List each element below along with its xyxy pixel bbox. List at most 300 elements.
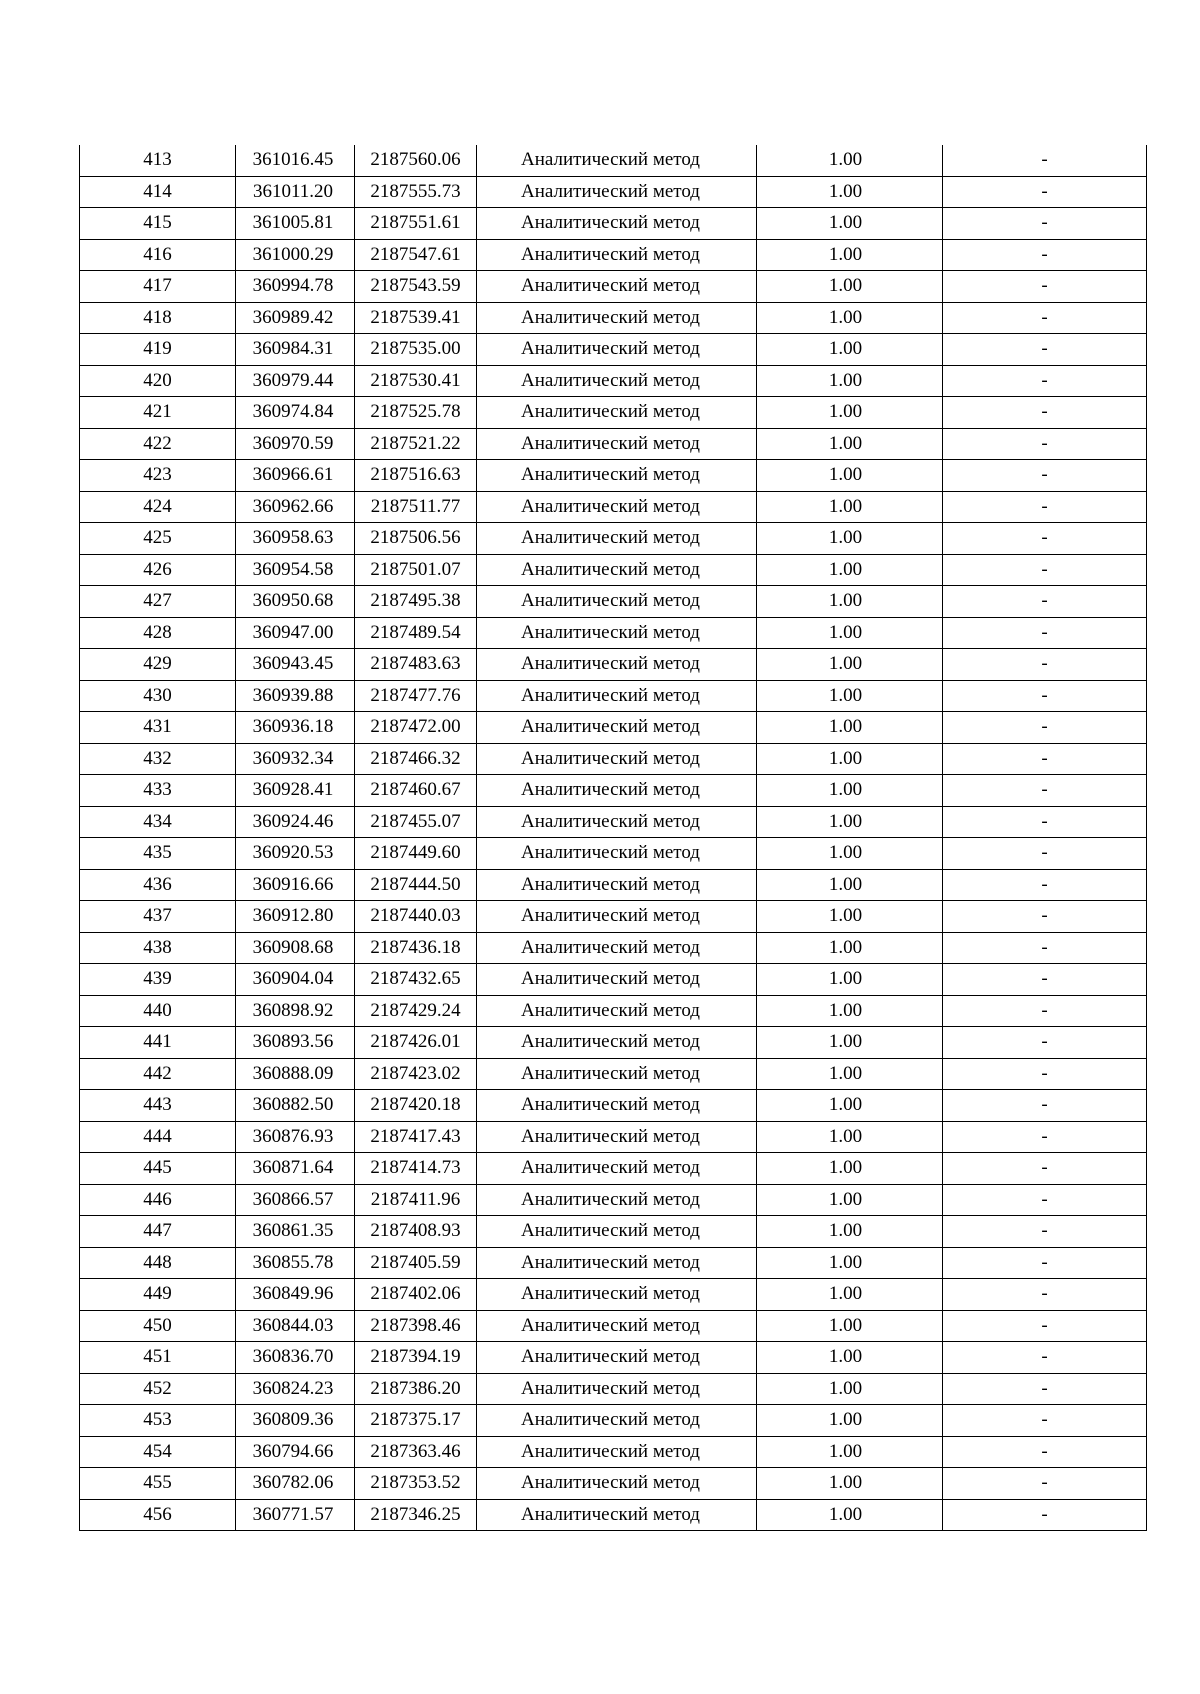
- accuracy-cell: 1.00: [757, 743, 943, 775]
- method-cell: Аналитический метод: [477, 838, 757, 870]
- x-coordinate-cell: 360912.80: [236, 901, 355, 933]
- y-coordinate-cell: 2187460.67: [355, 775, 477, 807]
- accuracy-cell: 1.00: [757, 649, 943, 681]
- accuracy-cell: 1.00: [757, 491, 943, 523]
- description-cell: -: [943, 554, 1147, 586]
- point-number-cell: 416: [80, 239, 236, 271]
- method-cell: Аналитический метод: [477, 1090, 757, 1122]
- x-coordinate-cell: 361016.45: [236, 145, 355, 176]
- accuracy-cell: 1.00: [757, 1216, 943, 1248]
- table-row: [80, 460, 1147, 492]
- accuracy-cell: 1.00: [757, 460, 943, 492]
- point-number-cell: 413: [80, 145, 236, 176]
- method-cell: Аналитический метод: [477, 1058, 757, 1090]
- accuracy-cell: 1.00: [757, 806, 943, 838]
- table-row: [80, 901, 1147, 933]
- x-coordinate-cell: 360876.93: [236, 1121, 355, 1153]
- accuracy-cell: 1.00: [757, 1058, 943, 1090]
- x-coordinate-cell: 360924.46: [236, 806, 355, 838]
- y-coordinate-cell: 2187539.41: [355, 302, 477, 334]
- method-cell: Аналитический метод: [477, 1153, 757, 1185]
- y-coordinate-cell: 2187426.01: [355, 1027, 477, 1059]
- y-coordinate-cell: 2187432.65: [355, 964, 477, 996]
- accuracy-cell: 1.00: [757, 1153, 943, 1185]
- method-cell: Аналитический метод: [477, 428, 757, 460]
- y-coordinate-cell: 2187402.06: [355, 1279, 477, 1311]
- table-row: [80, 302, 1147, 334]
- description-cell: -: [943, 145, 1147, 176]
- method-cell: Аналитический метод: [477, 680, 757, 712]
- method-cell: Аналитический метод: [477, 1405, 757, 1437]
- table-row: [80, 523, 1147, 555]
- y-coordinate-cell: 2187449.60: [355, 838, 477, 870]
- description-cell: -: [943, 1090, 1147, 1122]
- description-cell: -: [943, 712, 1147, 744]
- y-coordinate-cell: 2187411.96: [355, 1184, 477, 1216]
- x-coordinate-cell: 360947.00: [236, 617, 355, 649]
- y-coordinate-cell: 2187398.46: [355, 1310, 477, 1342]
- method-cell: Аналитический метод: [477, 334, 757, 366]
- x-coordinate-cell: 360849.96: [236, 1279, 355, 1311]
- accuracy-cell: 1.00: [757, 964, 943, 996]
- x-coordinate-cell: 360908.68: [236, 932, 355, 964]
- y-coordinate-cell: 2187525.78: [355, 397, 477, 429]
- description-cell: -: [943, 680, 1147, 712]
- point-number-cell: 414: [80, 176, 236, 208]
- point-number-cell: 424: [80, 491, 236, 523]
- point-number-cell: 453: [80, 1405, 236, 1437]
- y-coordinate-cell: 2187506.56: [355, 523, 477, 555]
- x-coordinate-cell: 360782.06: [236, 1468, 355, 1500]
- accuracy-cell: 1.00: [757, 1184, 943, 1216]
- accuracy-cell: 1.00: [757, 302, 943, 334]
- y-coordinate-cell: 2187516.63: [355, 460, 477, 492]
- table-row: [80, 680, 1147, 712]
- description-cell: -: [943, 964, 1147, 996]
- y-coordinate-cell: 2187394.19: [355, 1342, 477, 1374]
- x-coordinate-cell: 360888.09: [236, 1058, 355, 1090]
- table-row: [80, 586, 1147, 618]
- description-cell: -: [943, 365, 1147, 397]
- method-cell: Аналитический метод: [477, 775, 757, 807]
- point-number-cell: 420: [80, 365, 236, 397]
- point-number-cell: 455: [80, 1468, 236, 1500]
- x-coordinate-cell: 360904.04: [236, 964, 355, 996]
- x-coordinate-cell: 360939.88: [236, 680, 355, 712]
- y-coordinate-cell: 2187386.20: [355, 1373, 477, 1405]
- point-number-cell: 433: [80, 775, 236, 807]
- x-coordinate-cell: 360794.66: [236, 1436, 355, 1468]
- point-number-cell: 448: [80, 1247, 236, 1279]
- x-coordinate-cell: 360855.78: [236, 1247, 355, 1279]
- description-cell: -: [943, 932, 1147, 964]
- point-number-cell: 418: [80, 302, 236, 334]
- x-coordinate-cell: 360958.63: [236, 523, 355, 555]
- y-coordinate-cell: 2187547.61: [355, 239, 477, 271]
- x-coordinate-cell: 360994.78: [236, 271, 355, 303]
- accuracy-cell: 1.00: [757, 1090, 943, 1122]
- table-row: [80, 1247, 1147, 1279]
- y-coordinate-cell: 2187530.41: [355, 365, 477, 397]
- method-cell: Аналитический метод: [477, 901, 757, 933]
- description-cell: -: [943, 1436, 1147, 1468]
- x-coordinate-cell: 360954.58: [236, 554, 355, 586]
- accuracy-cell: 1.00: [757, 1405, 943, 1437]
- table-row: [80, 838, 1147, 870]
- accuracy-cell: 1.00: [757, 680, 943, 712]
- accuracy-cell: 1.00: [757, 334, 943, 366]
- y-coordinate-cell: 2187483.63: [355, 649, 477, 681]
- x-coordinate-cell: 360962.66: [236, 491, 355, 523]
- x-coordinate-cell: 360936.18: [236, 712, 355, 744]
- description-cell: -: [943, 995, 1147, 1027]
- table-row: [80, 617, 1147, 649]
- y-coordinate-cell: 2187363.46: [355, 1436, 477, 1468]
- y-coordinate-cell: 2187455.07: [355, 806, 477, 838]
- description-cell: -: [943, 901, 1147, 933]
- accuracy-cell: 1.00: [757, 1468, 943, 1500]
- accuracy-cell: 1.00: [757, 1436, 943, 1468]
- accuracy-cell: 1.00: [757, 145, 943, 176]
- method-cell: Аналитический метод: [477, 208, 757, 240]
- description-cell: -: [943, 838, 1147, 870]
- x-coordinate-cell: 360893.56: [236, 1027, 355, 1059]
- point-number-cell: 431: [80, 712, 236, 744]
- table-row: [80, 932, 1147, 964]
- point-number-cell: 442: [80, 1058, 236, 1090]
- x-coordinate-cell: 360928.41: [236, 775, 355, 807]
- x-coordinate-cell: 360979.44: [236, 365, 355, 397]
- description-cell: -: [943, 869, 1147, 901]
- method-cell: Аналитический метод: [477, 523, 757, 555]
- y-coordinate-cell: 2187436.18: [355, 932, 477, 964]
- y-coordinate-cell: 2187414.73: [355, 1153, 477, 1185]
- y-coordinate-cell: 2187495.38: [355, 586, 477, 618]
- x-coordinate-cell: 361000.29: [236, 239, 355, 271]
- accuracy-cell: 1.00: [757, 397, 943, 429]
- method-cell: Аналитический метод: [477, 145, 757, 176]
- description-cell: -: [943, 1121, 1147, 1153]
- accuracy-cell: 1.00: [757, 586, 943, 618]
- point-number-cell: 451: [80, 1342, 236, 1374]
- y-coordinate-cell: 2187423.02: [355, 1058, 477, 1090]
- description-cell: -: [943, 1216, 1147, 1248]
- method-cell: Аналитический метод: [477, 1499, 757, 1531]
- point-number-cell: 421: [80, 397, 236, 429]
- accuracy-cell: 1.00: [757, 1121, 943, 1153]
- point-number-cell: 428: [80, 617, 236, 649]
- x-coordinate-cell: 360920.53: [236, 838, 355, 870]
- x-coordinate-cell: 360882.50: [236, 1090, 355, 1122]
- accuracy-cell: 1.00: [757, 554, 943, 586]
- table-row: [80, 649, 1147, 681]
- accuracy-cell: 1.00: [757, 775, 943, 807]
- table-row: [80, 806, 1147, 838]
- x-coordinate-cell: 360866.57: [236, 1184, 355, 1216]
- table-row: [80, 1405, 1147, 1437]
- method-cell: Аналитический метод: [477, 964, 757, 996]
- description-cell: -: [943, 1342, 1147, 1374]
- table-row: [80, 239, 1147, 271]
- description-cell: -: [943, 428, 1147, 460]
- description-cell: -: [943, 239, 1147, 271]
- description-cell: -: [943, 586, 1147, 618]
- accuracy-cell: 1.00: [757, 1279, 943, 1311]
- accuracy-cell: 1.00: [757, 1027, 943, 1059]
- point-number-cell: 447: [80, 1216, 236, 1248]
- table-row: [80, 145, 1147, 176]
- point-number-cell: 429: [80, 649, 236, 681]
- accuracy-cell: 1.00: [757, 208, 943, 240]
- description-cell: -: [943, 806, 1147, 838]
- point-number-cell: 440: [80, 995, 236, 1027]
- method-cell: Аналитический метод: [477, 1027, 757, 1059]
- table-row: [80, 1090, 1147, 1122]
- y-coordinate-cell: 2187551.61: [355, 208, 477, 240]
- x-coordinate-cell: 361011.20: [236, 176, 355, 208]
- table-row: [80, 554, 1147, 586]
- table-row: [80, 1342, 1147, 1374]
- method-cell: Аналитический метод: [477, 1468, 757, 1500]
- description-cell: -: [943, 176, 1147, 208]
- table-row: [80, 775, 1147, 807]
- table-row: [80, 428, 1147, 460]
- description-cell: -: [943, 1058, 1147, 1090]
- point-number-cell: 445: [80, 1153, 236, 1185]
- table-row: [80, 1499, 1147, 1531]
- coordinates-table-body: [80, 145, 1147, 1531]
- y-coordinate-cell: 2187405.59: [355, 1247, 477, 1279]
- method-cell: Аналитический метод: [477, 1342, 757, 1374]
- table-row: [80, 1373, 1147, 1405]
- y-coordinate-cell: 2187560.06: [355, 145, 477, 176]
- description-cell: -: [943, 208, 1147, 240]
- point-number-cell: 426: [80, 554, 236, 586]
- y-coordinate-cell: 2187535.00: [355, 334, 477, 366]
- accuracy-cell: 1.00: [757, 428, 943, 460]
- table-row: [80, 176, 1147, 208]
- coordinates-table-container: [79, 145, 1146, 1531]
- method-cell: Аналитический метод: [477, 176, 757, 208]
- y-coordinate-cell: 2187521.22: [355, 428, 477, 460]
- method-cell: Аналитический метод: [477, 806, 757, 838]
- method-cell: Аналитический метод: [477, 460, 757, 492]
- description-cell: -: [943, 460, 1147, 492]
- description-cell: -: [943, 743, 1147, 775]
- description-cell: -: [943, 1027, 1147, 1059]
- accuracy-cell: 1.00: [757, 901, 943, 933]
- description-cell: -: [943, 491, 1147, 523]
- table-row: [80, 397, 1147, 429]
- y-coordinate-cell: 2187408.93: [355, 1216, 477, 1248]
- point-number-cell: 449: [80, 1279, 236, 1311]
- accuracy-cell: 1.00: [757, 271, 943, 303]
- x-coordinate-cell: 360916.66: [236, 869, 355, 901]
- table-row: [80, 1310, 1147, 1342]
- y-coordinate-cell: 2187472.00: [355, 712, 477, 744]
- point-number-cell: 454: [80, 1436, 236, 1468]
- point-number-cell: 456: [80, 1499, 236, 1531]
- method-cell: Аналитический метод: [477, 1310, 757, 1342]
- x-coordinate-cell: 360970.59: [236, 428, 355, 460]
- table-row: [80, 1216, 1147, 1248]
- description-cell: -: [943, 334, 1147, 366]
- y-coordinate-cell: 2187440.03: [355, 901, 477, 933]
- y-coordinate-cell: 2187346.25: [355, 1499, 477, 1531]
- method-cell: Аналитический метод: [477, 365, 757, 397]
- y-coordinate-cell: 2187420.18: [355, 1090, 477, 1122]
- table-row: [80, 1027, 1147, 1059]
- point-number-cell: 432: [80, 743, 236, 775]
- accuracy-cell: 1.00: [757, 995, 943, 1027]
- description-cell: -: [943, 302, 1147, 334]
- table-row: [80, 1436, 1147, 1468]
- x-coordinate-cell: 360984.31: [236, 334, 355, 366]
- point-number-cell: 437: [80, 901, 236, 933]
- point-number-cell: 444: [80, 1121, 236, 1153]
- x-coordinate-cell: 360943.45: [236, 649, 355, 681]
- point-number-cell: 417: [80, 271, 236, 303]
- method-cell: Аналитический метод: [477, 1216, 757, 1248]
- accuracy-cell: 1.00: [757, 932, 943, 964]
- method-cell: Аналитический метод: [477, 1247, 757, 1279]
- description-cell: -: [943, 1499, 1147, 1531]
- table-row: [80, 1184, 1147, 1216]
- description-cell: -: [943, 271, 1147, 303]
- point-number-cell: 415: [80, 208, 236, 240]
- accuracy-cell: 1.00: [757, 176, 943, 208]
- description-cell: -: [943, 1279, 1147, 1311]
- method-cell: Аналитический метод: [477, 995, 757, 1027]
- table-row: [80, 995, 1147, 1027]
- method-cell: Аналитический метод: [477, 649, 757, 681]
- method-cell: Аналитический метод: [477, 239, 757, 271]
- x-coordinate-cell: 360809.36: [236, 1405, 355, 1437]
- point-number-cell: 439: [80, 964, 236, 996]
- accuracy-cell: 1.00: [757, 838, 943, 870]
- y-coordinate-cell: 2187444.50: [355, 869, 477, 901]
- y-coordinate-cell: 2187477.76: [355, 680, 477, 712]
- method-cell: Аналитический метод: [477, 1436, 757, 1468]
- x-coordinate-cell: 360871.64: [236, 1153, 355, 1185]
- table-row: [80, 334, 1147, 366]
- method-cell: Аналитический метод: [477, 271, 757, 303]
- x-coordinate-cell: 360824.23: [236, 1373, 355, 1405]
- table-row: [80, 1121, 1147, 1153]
- accuracy-cell: 1.00: [757, 239, 943, 271]
- y-coordinate-cell: 2187555.73: [355, 176, 477, 208]
- y-coordinate-cell: 2187489.54: [355, 617, 477, 649]
- method-cell: Аналитический метод: [477, 869, 757, 901]
- method-cell: Аналитический метод: [477, 554, 757, 586]
- y-coordinate-cell: 2187417.43: [355, 1121, 477, 1153]
- method-cell: Аналитический метод: [477, 397, 757, 429]
- table-row: [80, 743, 1147, 775]
- method-cell: Аналитический метод: [477, 302, 757, 334]
- table-row: [80, 1468, 1147, 1500]
- method-cell: Аналитический метод: [477, 1184, 757, 1216]
- method-cell: Аналитический метод: [477, 586, 757, 618]
- table-row: [80, 869, 1147, 901]
- x-coordinate-cell: 360861.35: [236, 1216, 355, 1248]
- table-row: [80, 365, 1147, 397]
- method-cell: Аналитический метод: [477, 743, 757, 775]
- x-coordinate-cell: 360974.84: [236, 397, 355, 429]
- table-row: [80, 712, 1147, 744]
- x-coordinate-cell: 360932.34: [236, 743, 355, 775]
- y-coordinate-cell: 2187375.17: [355, 1405, 477, 1437]
- point-number-cell: 425: [80, 523, 236, 555]
- accuracy-cell: 1.00: [757, 869, 943, 901]
- accuracy-cell: 1.00: [757, 365, 943, 397]
- x-coordinate-cell: 360771.57: [236, 1499, 355, 1531]
- description-cell: -: [943, 1468, 1147, 1500]
- description-cell: -: [943, 1373, 1147, 1405]
- description-cell: -: [943, 397, 1147, 429]
- accuracy-cell: 1.00: [757, 712, 943, 744]
- point-number-cell: 422: [80, 428, 236, 460]
- description-cell: -: [943, 649, 1147, 681]
- description-cell: -: [943, 1310, 1147, 1342]
- point-number-cell: 427: [80, 586, 236, 618]
- x-coordinate-cell: 360844.03: [236, 1310, 355, 1342]
- table-row: [80, 1153, 1147, 1185]
- x-coordinate-cell: 360836.70: [236, 1342, 355, 1374]
- accuracy-cell: 1.00: [757, 523, 943, 555]
- y-coordinate-cell: 2187511.77: [355, 491, 477, 523]
- x-coordinate-cell: 360950.68: [236, 586, 355, 618]
- x-coordinate-cell: 360898.92: [236, 995, 355, 1027]
- point-number-cell: 419: [80, 334, 236, 366]
- accuracy-cell: 1.00: [757, 1247, 943, 1279]
- table-row: [80, 208, 1147, 240]
- method-cell: Аналитический метод: [477, 1279, 757, 1311]
- description-cell: -: [943, 1184, 1147, 1216]
- point-number-cell: 430: [80, 680, 236, 712]
- accuracy-cell: 1.00: [757, 1310, 943, 1342]
- point-number-cell: 441: [80, 1027, 236, 1059]
- description-cell: -: [943, 1247, 1147, 1279]
- table-row: [80, 964, 1147, 996]
- point-number-cell: 434: [80, 806, 236, 838]
- x-coordinate-cell: 360966.61: [236, 460, 355, 492]
- accuracy-cell: 1.00: [757, 1342, 943, 1374]
- method-cell: Аналитический метод: [477, 712, 757, 744]
- point-number-cell: 452: [80, 1373, 236, 1405]
- y-coordinate-cell: 2187501.07: [355, 554, 477, 586]
- point-number-cell: 438: [80, 932, 236, 964]
- y-coordinate-cell: 2187543.59: [355, 271, 477, 303]
- y-coordinate-cell: 2187353.52: [355, 1468, 477, 1500]
- description-cell: -: [943, 775, 1147, 807]
- method-cell: Аналитический метод: [477, 1121, 757, 1153]
- accuracy-cell: 1.00: [757, 617, 943, 649]
- table-row: [80, 271, 1147, 303]
- point-number-cell: 446: [80, 1184, 236, 1216]
- x-coordinate-cell: 361005.81: [236, 208, 355, 240]
- description-cell: -: [943, 523, 1147, 555]
- table-row: [80, 1058, 1147, 1090]
- point-number-cell: 450: [80, 1310, 236, 1342]
- point-number-cell: 435: [80, 838, 236, 870]
- method-cell: Аналитический метод: [477, 617, 757, 649]
- x-coordinate-cell: 360989.42: [236, 302, 355, 334]
- description-cell: -: [943, 617, 1147, 649]
- description-cell: -: [943, 1153, 1147, 1185]
- accuracy-cell: 1.00: [757, 1499, 943, 1531]
- table-row: [80, 1279, 1147, 1311]
- coordinates-table: [79, 145, 1147, 1531]
